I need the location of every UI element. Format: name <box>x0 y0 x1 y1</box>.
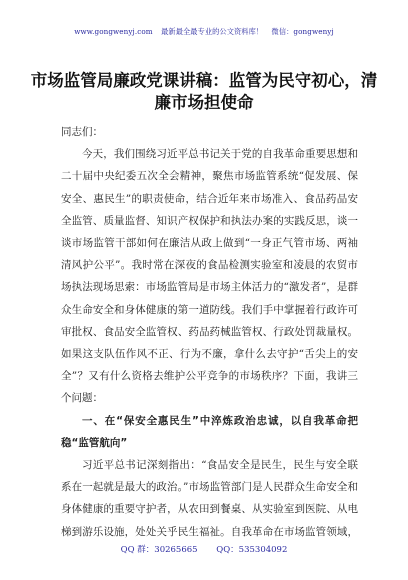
paragraph-2: 习近平总书记深刻指出：“食品安全是民生，民生与安全联系在一起就是最大的政治。”市场监管部门是人民群众生命安全和身体健康的重要守护者，从农田到餐桌、从实验室到医院、从电梯到游乐设施，处处关乎民生福祉。自我革命在市场监管领域， <box>61 459 358 538</box>
header-website[interactable]: www.gongwenyj.com <box>74 27 153 36</box>
document-body <box>61 121 358 542</box>
header-slogan: 最新最全最专业的公文资料库！ <box>161 27 264 36</box>
body-clip <box>0 121 408 542</box>
footer-qq: QQ：535304092 <box>216 545 288 555</box>
footer-qq-group: QQ 群：30265665 <box>120 545 198 555</box>
greeting: 同志们： <box>61 126 103 138</box>
footer <box>0 543 408 555</box>
paragraph-1: 今天，我们围绕习近平总书记关于党的自我革命重要思想和二十届中央纪委五次全会精神，聚焦市场监管系统“促发展、保安全、惠民生”的职责使命，结合近年来市场准入、食品药品安全监管、质量监督、知识产权保护和执法办案的实践反思，谈一谈市场监管干部如何在廉洁从政上做到“一身正气管市场、两袖清风护公平”。我时常在深夜的食品检测实验室和凌晨的农贸市场执法现场思索：市场监管局是市场主体活力的“激发者”，是群众生命安全和身体健康的第一道防线。我们手中掌握着行政许可审批权、食品安全监管权、药品药械监管权、行政处罚裁量权。如果这支队伍作风不正、行为不廉，拿什么去守护“舌尖上的安全”？又有什么资格去维护公平竞争的市场秩序？下面，我讲三个问题： <box>61 148 358 405</box>
document-title: 市场监管局廉政党课讲稿：监管为民守初心，清廉市场担使命 <box>30 71 378 112</box>
header-wechat: 微信：gongwenyj <box>271 27 334 36</box>
header-bar <box>0 27 408 37</box>
section-heading-1: 一、在“保安全惠民生”中淬炼政治忠诚，以自我革命把稳“监管航向” <box>61 414 358 449</box>
